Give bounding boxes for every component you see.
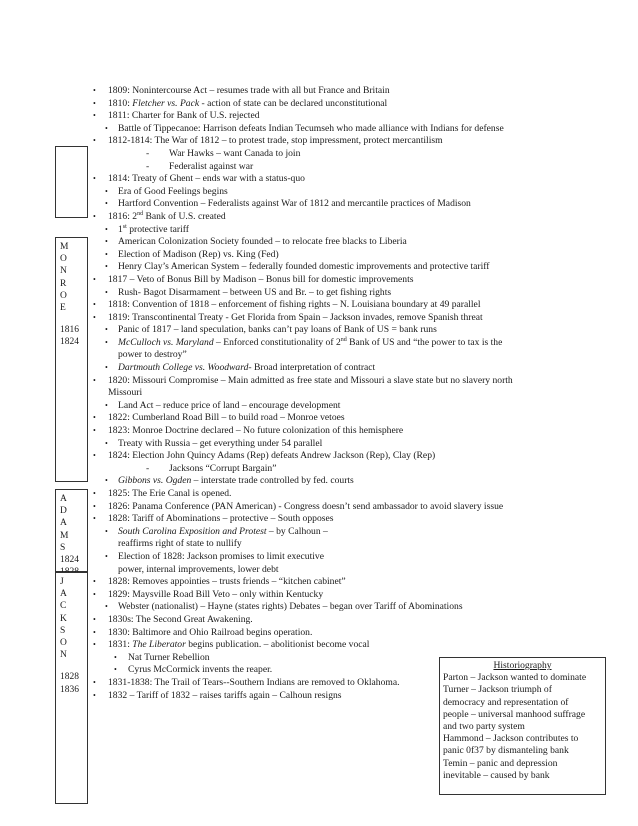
timeline-text: Bank of US and “the power to tax is the xyxy=(346,336,503,348)
timeline-item xyxy=(88,211,558,224)
sidebar-char: 1824 xyxy=(60,555,79,566)
timeline-text: 1822: Cumberland Road Bill – to build road – Monroe vetoes xyxy=(108,412,345,424)
timeline-item xyxy=(88,576,558,589)
monroe-years xyxy=(60,324,83,348)
timeline-text: 1830s: The Second Great Awakening. xyxy=(108,613,253,625)
bullet-icon: • xyxy=(93,451,96,461)
timeline-text: 1820: Missouri Compromise – Main admitted as free state and Missouri a slave state but no slavery north xyxy=(108,374,513,386)
timeline-item xyxy=(88,551,558,564)
timeline-text: 1823: Monroe Doctrine declared – No future colonization of this hemisphere xyxy=(108,425,404,437)
timeline-item xyxy=(88,362,558,375)
timeline-text: protective tariff xyxy=(126,223,189,235)
bullet-icon: • xyxy=(105,287,108,297)
bullet-icon: • xyxy=(105,526,108,536)
bullet-icon: • xyxy=(93,98,96,108)
timeline-text: nd xyxy=(137,210,144,217)
timeline-text: – interstate trade controlled by fed. courts xyxy=(191,475,354,487)
sidebar-char: N xyxy=(60,266,67,277)
bullet-icon: • xyxy=(105,551,108,561)
timeline-item xyxy=(88,538,558,551)
timeline-item xyxy=(88,513,558,526)
timeline-item xyxy=(88,148,558,161)
timeline-item xyxy=(88,198,558,211)
timeline-item xyxy=(88,488,558,501)
historiography-line: people – universal manhood suffrage xyxy=(443,708,586,720)
timeline-item xyxy=(88,123,558,136)
timeline-item xyxy=(88,98,558,111)
timeline-text: 1818: Convention of 1818 – enforcement of fishing rights – N. Louisiana boundary at 49 parallel xyxy=(108,299,481,311)
bullet-icon: • xyxy=(105,602,108,612)
timeline-text: nd xyxy=(340,336,347,343)
timeline-item xyxy=(88,161,558,174)
timeline-text: 1831: xyxy=(108,639,133,651)
jackson-letters xyxy=(60,576,83,661)
dash-bullet-icon: - xyxy=(146,462,150,474)
sidebar-char: S xyxy=(60,542,66,553)
bullet-icon: • xyxy=(93,413,96,423)
timeline-item xyxy=(88,85,558,98)
historiography-box xyxy=(439,657,606,795)
timeline-text: 1828: Tariff of Abominations – protective – South opposes xyxy=(108,513,334,525)
timeline-text: 1830: Baltimore and Ohio Railroad begins operation. xyxy=(108,626,313,638)
sidebar-char: C xyxy=(60,601,67,612)
historiography-title: Historiography xyxy=(493,660,552,671)
bullet-icon: • xyxy=(93,274,96,284)
timeline-text: 1832 – Tariff of 1832 – raises tariffs again – Calhoun resigns xyxy=(108,689,342,701)
bullet-icon: • xyxy=(93,501,96,511)
timeline-text: 1811: Charter for Bank of U.S. rejected xyxy=(108,110,260,122)
sidebar-monroe-box xyxy=(55,237,88,482)
bullet-icon: • xyxy=(105,123,108,133)
timeline-item xyxy=(88,589,558,602)
timeline-text: Fletcher vs. Pack xyxy=(132,97,200,109)
timeline-text: Missouri xyxy=(108,387,143,399)
timeline-text: 1816: 2 xyxy=(108,210,138,222)
bullet-icon: • xyxy=(93,136,96,146)
timeline-text: Webster (nationalist) – Hayne (states rights) Debates – began over Tariff of Abominations xyxy=(118,601,463,613)
timeline-item xyxy=(88,375,558,388)
historiography-line: and two party system xyxy=(443,721,525,733)
sidebar-char: R xyxy=(60,278,67,289)
timeline-item xyxy=(88,312,558,325)
bullet-icon: • xyxy=(114,665,117,675)
bullet-icon: • xyxy=(105,337,108,347)
timeline-item xyxy=(88,639,558,652)
timeline-text: Gibbons vs. Ogden xyxy=(118,475,192,487)
timeline-text: Jacksons “Corrupt Bargain” xyxy=(169,462,277,474)
timeline-item xyxy=(88,501,558,514)
sidebar-char: 1836 xyxy=(60,684,79,695)
timeline-item xyxy=(88,337,558,350)
sidebar-char: A xyxy=(60,518,67,529)
dash-bullet-icon: - xyxy=(146,147,150,159)
bullet-icon: • xyxy=(105,224,108,234)
historiography-line: Temin – panic and depression xyxy=(443,757,558,769)
sidebar-adams-box xyxy=(55,489,88,572)
bullet-icon: • xyxy=(105,400,108,410)
sidebar-char: S xyxy=(60,625,66,636)
timeline-text: 1824: Election John Quincy Adams (Rep) defeats Andrew Jackson (Rep), Clay (Rep) xyxy=(108,450,436,462)
timeline-text: reaffirms right of state to nullify xyxy=(118,538,242,550)
timeline-text: War Hawks – want Canada to join xyxy=(169,147,301,159)
historiography-line: democracy and representation of xyxy=(443,696,569,708)
historiography-line: Hammond – Jackson contributes to xyxy=(443,733,579,745)
timeline-text: 1810: xyxy=(108,97,133,109)
timeline-text: Land Act – reduce price of land – encourage development xyxy=(118,399,341,411)
bullet-icon: • xyxy=(93,111,96,121)
timeline-text: Hartford Convention – Federalists against War of 1812 and mercantile practices of Madison xyxy=(118,198,471,210)
timeline-text: American Colonization Society founded – to relocate free blacks to Liberia xyxy=(118,236,407,248)
timeline-text: 1828: Removes appointies – trusts friends – “kitchen cabinet” xyxy=(108,576,346,588)
bullet-icon: • xyxy=(93,312,96,322)
bullet-icon: • xyxy=(114,652,117,662)
sidebar-char: A xyxy=(60,494,67,504)
bullet-icon: • xyxy=(105,249,108,259)
sidebar-char: 1816 xyxy=(60,325,79,336)
timeline-text: 1809: Nonintercourse Act – resumes trade with all but France and Britain xyxy=(108,85,390,96)
timeline-text: 1 xyxy=(118,223,123,235)
bullet-icon: • xyxy=(93,211,96,221)
timeline-item xyxy=(88,135,558,148)
timeline-item xyxy=(88,324,558,337)
bullet-icon: • xyxy=(93,589,96,599)
timeline-item xyxy=(88,438,558,451)
timeline-item xyxy=(88,475,558,488)
timeline-text: – Enforced constitutionality of 2 xyxy=(213,336,341,348)
timeline-text: 1814: Treaty of Ghent – ends war with a status-quo xyxy=(108,173,305,185)
bullet-icon: • xyxy=(93,614,96,624)
timeline-item xyxy=(88,236,558,249)
bullet-icon: • xyxy=(105,199,108,209)
historiography-line: Parton – Jackson wanted to dominate xyxy=(443,672,587,684)
timeline-text: power to destroy” xyxy=(118,349,187,361)
historiography-line: inevitable – caused by bank xyxy=(443,769,550,781)
timeline-item xyxy=(88,614,558,627)
sidebar-char: O xyxy=(60,638,67,649)
sidebar-blank-box xyxy=(55,146,88,218)
timeline-text: 1829: Maysville Road Bill Veto – only within Kentucky xyxy=(108,588,324,600)
timeline-item xyxy=(88,274,558,287)
timeline-text: 1826: Panama Conference (PAN American) - Congress doesn’t send ambassador to avoid slavery issue xyxy=(108,500,504,512)
timeline-text: Treaty with Russia – get everything under 54 parallel xyxy=(118,437,323,449)
timeline-text: begins publication. – abolitionist become vocal xyxy=(185,639,370,651)
sidebar-char: A xyxy=(60,589,67,600)
timeline-text: - Broad interpretation of contract xyxy=(248,362,376,374)
timeline-text: st xyxy=(122,223,127,230)
dash-bullet-icon: - xyxy=(146,160,150,172)
bullet-icon: • xyxy=(93,640,96,650)
timeline-item xyxy=(88,224,558,237)
bullet-icon: • xyxy=(93,677,96,687)
bullet-icon: • xyxy=(105,186,108,196)
timeline-item xyxy=(88,450,558,463)
sidebar-char: D xyxy=(60,506,67,517)
timeline-text: McCulloch vs. Maryland xyxy=(118,336,214,348)
sidebar-char: N xyxy=(60,650,67,661)
timeline-text: Bank of U.S. created xyxy=(143,210,226,222)
sidebar-char: K xyxy=(60,613,67,624)
sidebar-jackson-box xyxy=(55,572,88,804)
jackson-years xyxy=(60,671,83,695)
timeline-text: - action of state can be declared unconstitutional xyxy=(199,97,388,109)
timeline-item xyxy=(88,299,558,312)
bullet-icon: • xyxy=(105,438,108,448)
timeline-text: South Carolina Exposition and Protest xyxy=(118,525,267,537)
historiography-line: Turner – Jackson triumph of xyxy=(443,684,552,696)
timeline-text: 1831-1838: The Trail of Tears--Southern Indians are removed to Oklahoma. xyxy=(108,676,400,688)
timeline-text: Era of Good Feelings begins xyxy=(118,185,228,197)
bullet-icon: • xyxy=(93,375,96,385)
timeline-text: – by Calhoun – xyxy=(266,525,328,537)
timeline-text: Battle of Tippecanoe: Harrison defeats Indian Tecumseh who made alliance with Indians for defense xyxy=(118,122,504,134)
timeline-item xyxy=(88,349,558,362)
sidebar-char: O xyxy=(60,254,67,265)
timeline-item xyxy=(88,261,558,274)
timeline-text: Federalist against war xyxy=(169,160,254,172)
historiography-line: panic 0f37 by dismanteling bank xyxy=(443,745,569,757)
bullet-icon: • xyxy=(105,237,108,247)
timeline-text: 1812-1814: The War of 1812 – to protest trade, stop impressment, protect mercantilism xyxy=(108,135,443,147)
adams-letters xyxy=(60,493,83,554)
timeline-text: Cyrus McCormick invents the reaper. xyxy=(128,664,273,676)
timeline-text: Election of 1828: Jackson promises to limit executive xyxy=(118,550,324,562)
timeline-item xyxy=(88,387,558,400)
bullet-icon: • xyxy=(93,627,96,637)
bullet-icon: • xyxy=(105,476,108,486)
timeline-item xyxy=(88,173,558,186)
sidebar-char: J xyxy=(60,577,64,587)
timeline-list xyxy=(88,85,558,702)
timeline-item xyxy=(88,400,558,413)
timeline-item xyxy=(88,249,558,262)
historiography-text xyxy=(443,672,602,782)
sidebar-char: M xyxy=(60,530,69,541)
sidebar-char: 1828 xyxy=(60,672,79,683)
sidebar-char: 1824 xyxy=(60,337,79,348)
timeline-item xyxy=(88,463,558,476)
bullet-icon: • xyxy=(93,489,96,498)
timeline-text: 1817 – Veto of Bonus Bill by Madison – Bonus bill for domestic improvements xyxy=(108,273,414,285)
timeline-text: 1825: The Erie Canal is opened. xyxy=(108,488,232,499)
timeline-text: Henry Clay’s American System – federally founded domestic improvements and protective tariff xyxy=(118,261,490,273)
timeline-text: power, internal improvements, lower debt xyxy=(118,563,279,575)
monroe-letters xyxy=(60,241,83,314)
bullet-icon: • xyxy=(93,690,96,700)
timeline-text: Panic of 1817 – land speculation, banks can’t pay loans of Bank of US = bank runs xyxy=(118,324,437,336)
timeline-text: Rush- Bagot Disarmament – between US and Br. – to get fishing rights xyxy=(118,286,392,298)
sidebar-char: E xyxy=(60,303,66,314)
bullet-icon: • xyxy=(93,86,96,95)
timeline-item xyxy=(88,110,558,123)
bullet-icon: • xyxy=(93,300,96,310)
timeline-item xyxy=(88,186,558,199)
bullet-icon: • xyxy=(105,363,108,373)
timeline-text: Dartmouth College vs. Woodward xyxy=(118,362,249,374)
bullet-icon: • xyxy=(93,174,96,184)
timeline-text: The Liberator xyxy=(132,639,186,651)
bullet-icon: • xyxy=(105,262,108,272)
sidebar-char: M xyxy=(60,242,69,252)
timeline-item xyxy=(88,564,558,577)
bullet-icon: • xyxy=(93,577,96,587)
bullet-icon: • xyxy=(93,514,96,524)
timeline-text: 1819: Transcontinental Treaty - Get Florida from Spain – Jackson invades, remove Spanish threat xyxy=(108,311,483,323)
timeline-item xyxy=(88,526,558,539)
timeline-text: Election of Madison (Rep) vs. King (Fed) xyxy=(118,248,279,260)
bullet-icon: • xyxy=(93,426,96,436)
timeline-item xyxy=(88,287,558,300)
timeline-item xyxy=(88,425,558,438)
timeline-text: Nat Turner Rebellion xyxy=(128,651,210,663)
bullet-icon: • xyxy=(105,325,108,335)
timeline-item xyxy=(88,601,558,614)
timeline-item xyxy=(88,412,558,425)
sidebar-char: O xyxy=(60,290,67,301)
timeline-item xyxy=(88,627,558,640)
